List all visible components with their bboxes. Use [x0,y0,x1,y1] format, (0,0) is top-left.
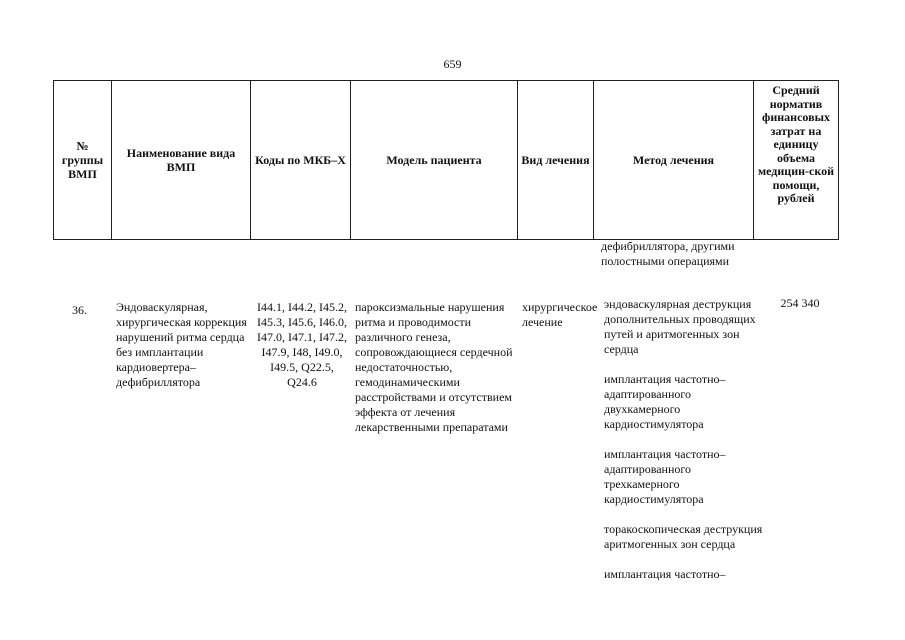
method-item: имплантация частотно– [604,567,726,581]
table-header [53,80,839,240]
method-item: имплантация частотно–адаптированного трехкамерного кардиостимулятора [604,447,726,506]
method-continuation: дефибриллятора, другими полостными операциями [601,239,735,268]
row-avg-cost: 254 340 [780,296,820,310]
method-item: торакоскопическая деструкция аритмогенных зон сердца [604,522,763,551]
row-mkb-codes: I44.1, I44.2, I45.2, I45.3, I45.6, I46.0, I47.0, I47.1, I47.2, I47.9, I48, I49.0, I49.5, Q22.5, Q24.6 [257,300,347,389]
method-item: имплантация частотно–адаптированного двухкамерного кардиостимулятора [604,372,726,431]
row-vmp-name: Эндоваскулярная, хирургическая коррекция нарушений ритма сердца без имплантации кардиовертера–дефибриллятора [116,300,247,389]
row-treatment-methods [604,297,764,597]
header-group-number: № группы ВМП [54,81,112,239]
header-vmp-name: Наименование вида ВМП [112,81,251,239]
method-item: эндоваскулярная деструкция дополнительных проводящих путей и аритмогенных зон сердца [604,297,756,356]
header-avg-cost: Средний норматив финансовых затрат на единицу объема медицин-ской помощи, рублей [757,83,835,205]
row-treatment-type: хирургическое лечение [522,300,598,329]
header-treatment-type: Вид лечения [518,81,594,239]
row-group-number: 36. [72,303,87,317]
header-treatment-method: Метод лечения [594,81,754,239]
header-mkb-codes: Коды по МКБ–Х [251,81,351,239]
header-patient-model: Модель пациента [351,81,518,239]
row-patient-model: пароксизмальные нарушения ритма и проводимости различного генеза, сопровождающиеся сердечной недостаточностью, гемодинамическими расстройствами и отсутствием эффекта от лечения лекарственными препаратами [355,300,513,434]
page-number: 659 [443,57,462,71]
